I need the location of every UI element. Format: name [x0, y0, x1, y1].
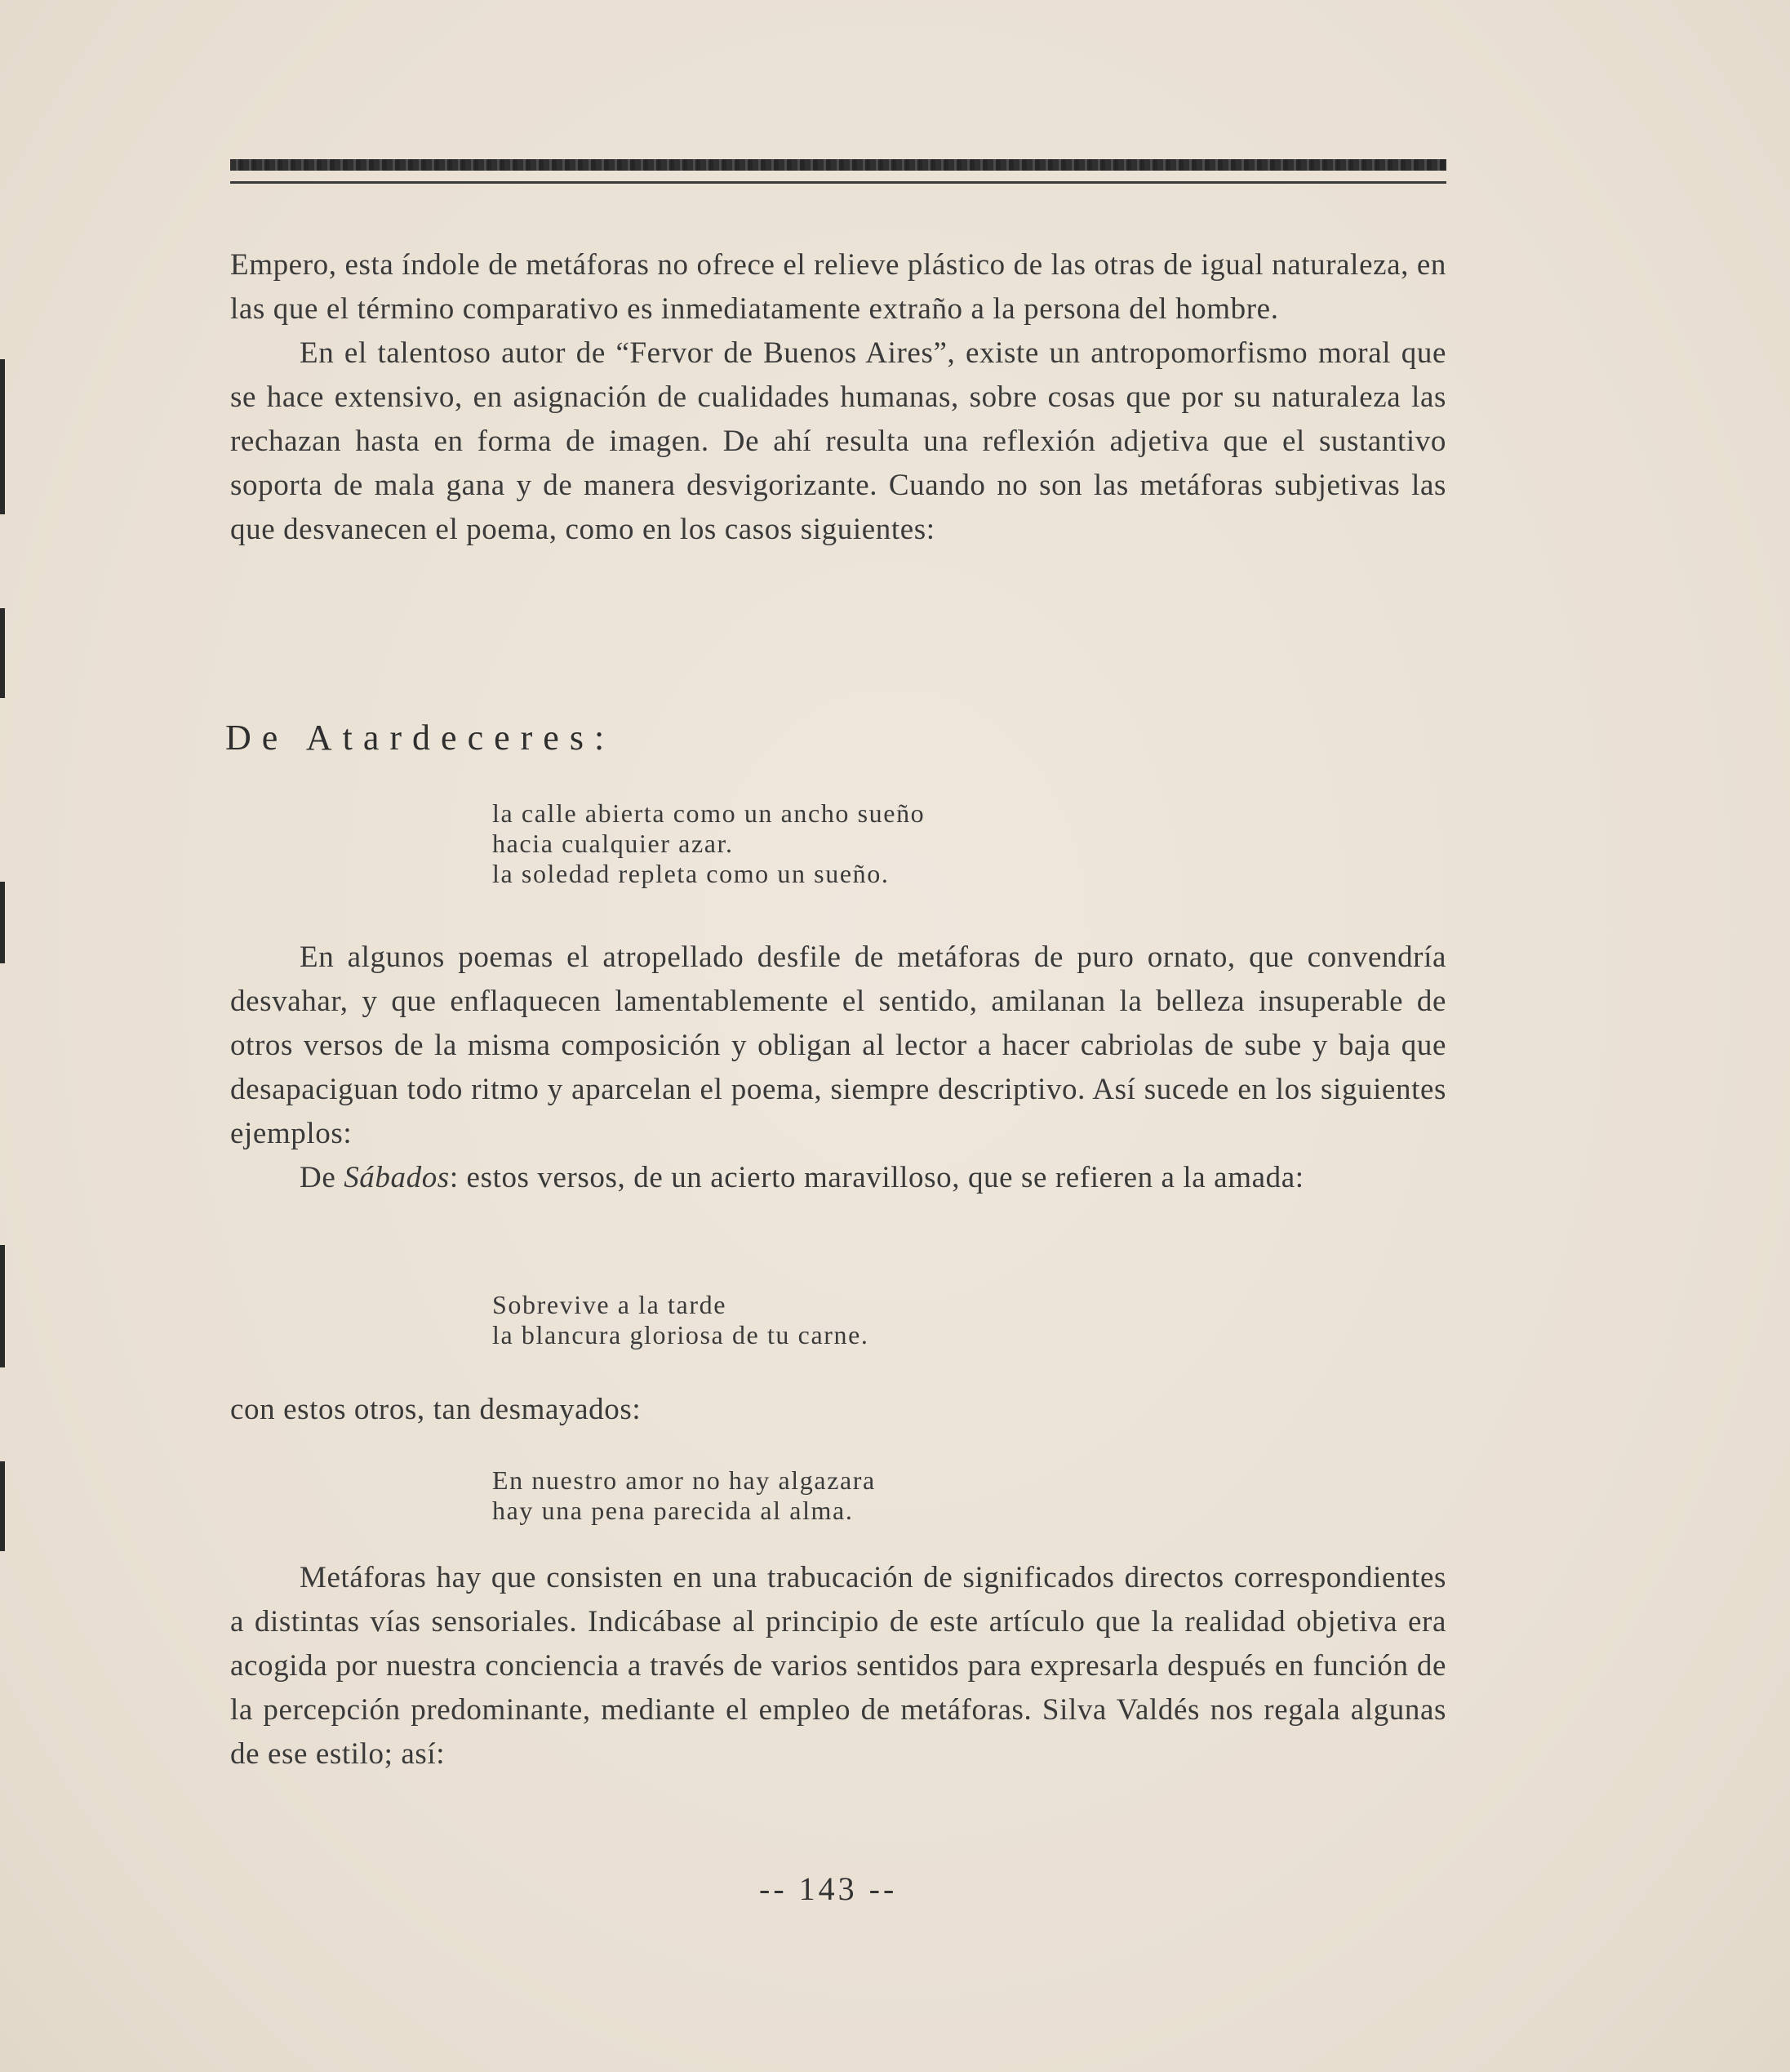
- paragraph-text: : estos versos, de un acierto maravilloso, que se refieren a la amada:: [449, 1161, 1304, 1194]
- paragraph: con estos otros, tan desmayados:: [230, 1393, 642, 1426]
- body-text-connector: [230, 1388, 1446, 1432]
- page-number: -- 143 --: [759, 1870, 898, 1907]
- spine-shadow-mark: [0, 1245, 5, 1367]
- body-text-middle: [230, 936, 1446, 1200]
- verse-quote: [492, 798, 925, 889]
- paragraph: Metáforas hay que consisten en una trabucación de significados directos correspondientes a distintas vías sensoriales. Indicábase al principio de este artículo que la realidad objetiva era acogida por nuestra conciencia a través de varios sentidos para expresarla después en función de la percepción predominante, mediante el empleo de metáforas. Silva Valdés nos regala algunas de ese estilo; así:: [230, 1561, 1446, 1771]
- poem-title: Sábados: [344, 1161, 450, 1194]
- verse-line: Sobrevive a la tarde: [492, 1290, 726, 1319]
- paragraph: [230, 1156, 1446, 1200]
- verse-line: hacia cualquier azar.: [492, 829, 734, 858]
- body-text-top: [230, 243, 1446, 552]
- spine-shadow-mark: [0, 1461, 5, 1551]
- verse-line: la blancura gloriosa de tu carne.: [492, 1320, 869, 1349]
- paragraph: En algunos poemas el atropellado desfile de metáforas de puro ornato, que convendría desvahar, y que enflaquecen lamentablemente el sentido, amilanan la belleza insuperable de otros versos de la misma composición y obligan al lector a hacer cabriolas de sube y baja que desapaciguan todo ritmo y aparcelan el poema, siempre descriptivo. Así sucede en los siguientes ejemplos:: [230, 940, 1446, 1150]
- spine-shadow-mark: [0, 882, 5, 963]
- body-text-bottom: [230, 1556, 1446, 1776]
- header-ornamental-rule: [230, 159, 1446, 171]
- verse-line: la calle abierta como un ancho sueño: [492, 798, 926, 828]
- verse-line: la soledad repleta como un sueño.: [492, 859, 890, 888]
- verse-quote: [492, 1465, 876, 1526]
- verse-line: hay una pena parecida al alma.: [492, 1496, 854, 1525]
- verse-line: En nuestro amor no hay algazara: [492, 1465, 876, 1495]
- paragraph: Empero, esta índole de metáforas no ofrece el relieve plástico de las otras de igual naturaleza, en las que el término comparativo es inmediatamente extraño a la persona del hombre.: [230, 248, 1446, 326]
- spine-shadow-mark: [0, 608, 5, 698]
- header-thin-rule: [230, 181, 1446, 184]
- spine-shadow-mark: [0, 359, 5, 514]
- verse-quote: [492, 1290, 869, 1350]
- paragraph-prefix: De: [300, 1161, 344, 1194]
- section-heading: De Atardeceres:: [225, 718, 615, 758]
- paragraph: En el talentoso autor de “Fervor de Buenos Aires”, existe un antropomorfismo moral que se hace extensivo, en asignación de cualidades humanas, sobre cosas que por su naturaleza las rechazan hasta en forma de imagen. De ahí resulta una reflexión adjetiva que el sustantivo soporta de mala gana y de manera desvigorizante. Cuando no son las metáforas subjetivas las que desvanecen el poema, como en los casos siguientes:: [230, 336, 1446, 546]
